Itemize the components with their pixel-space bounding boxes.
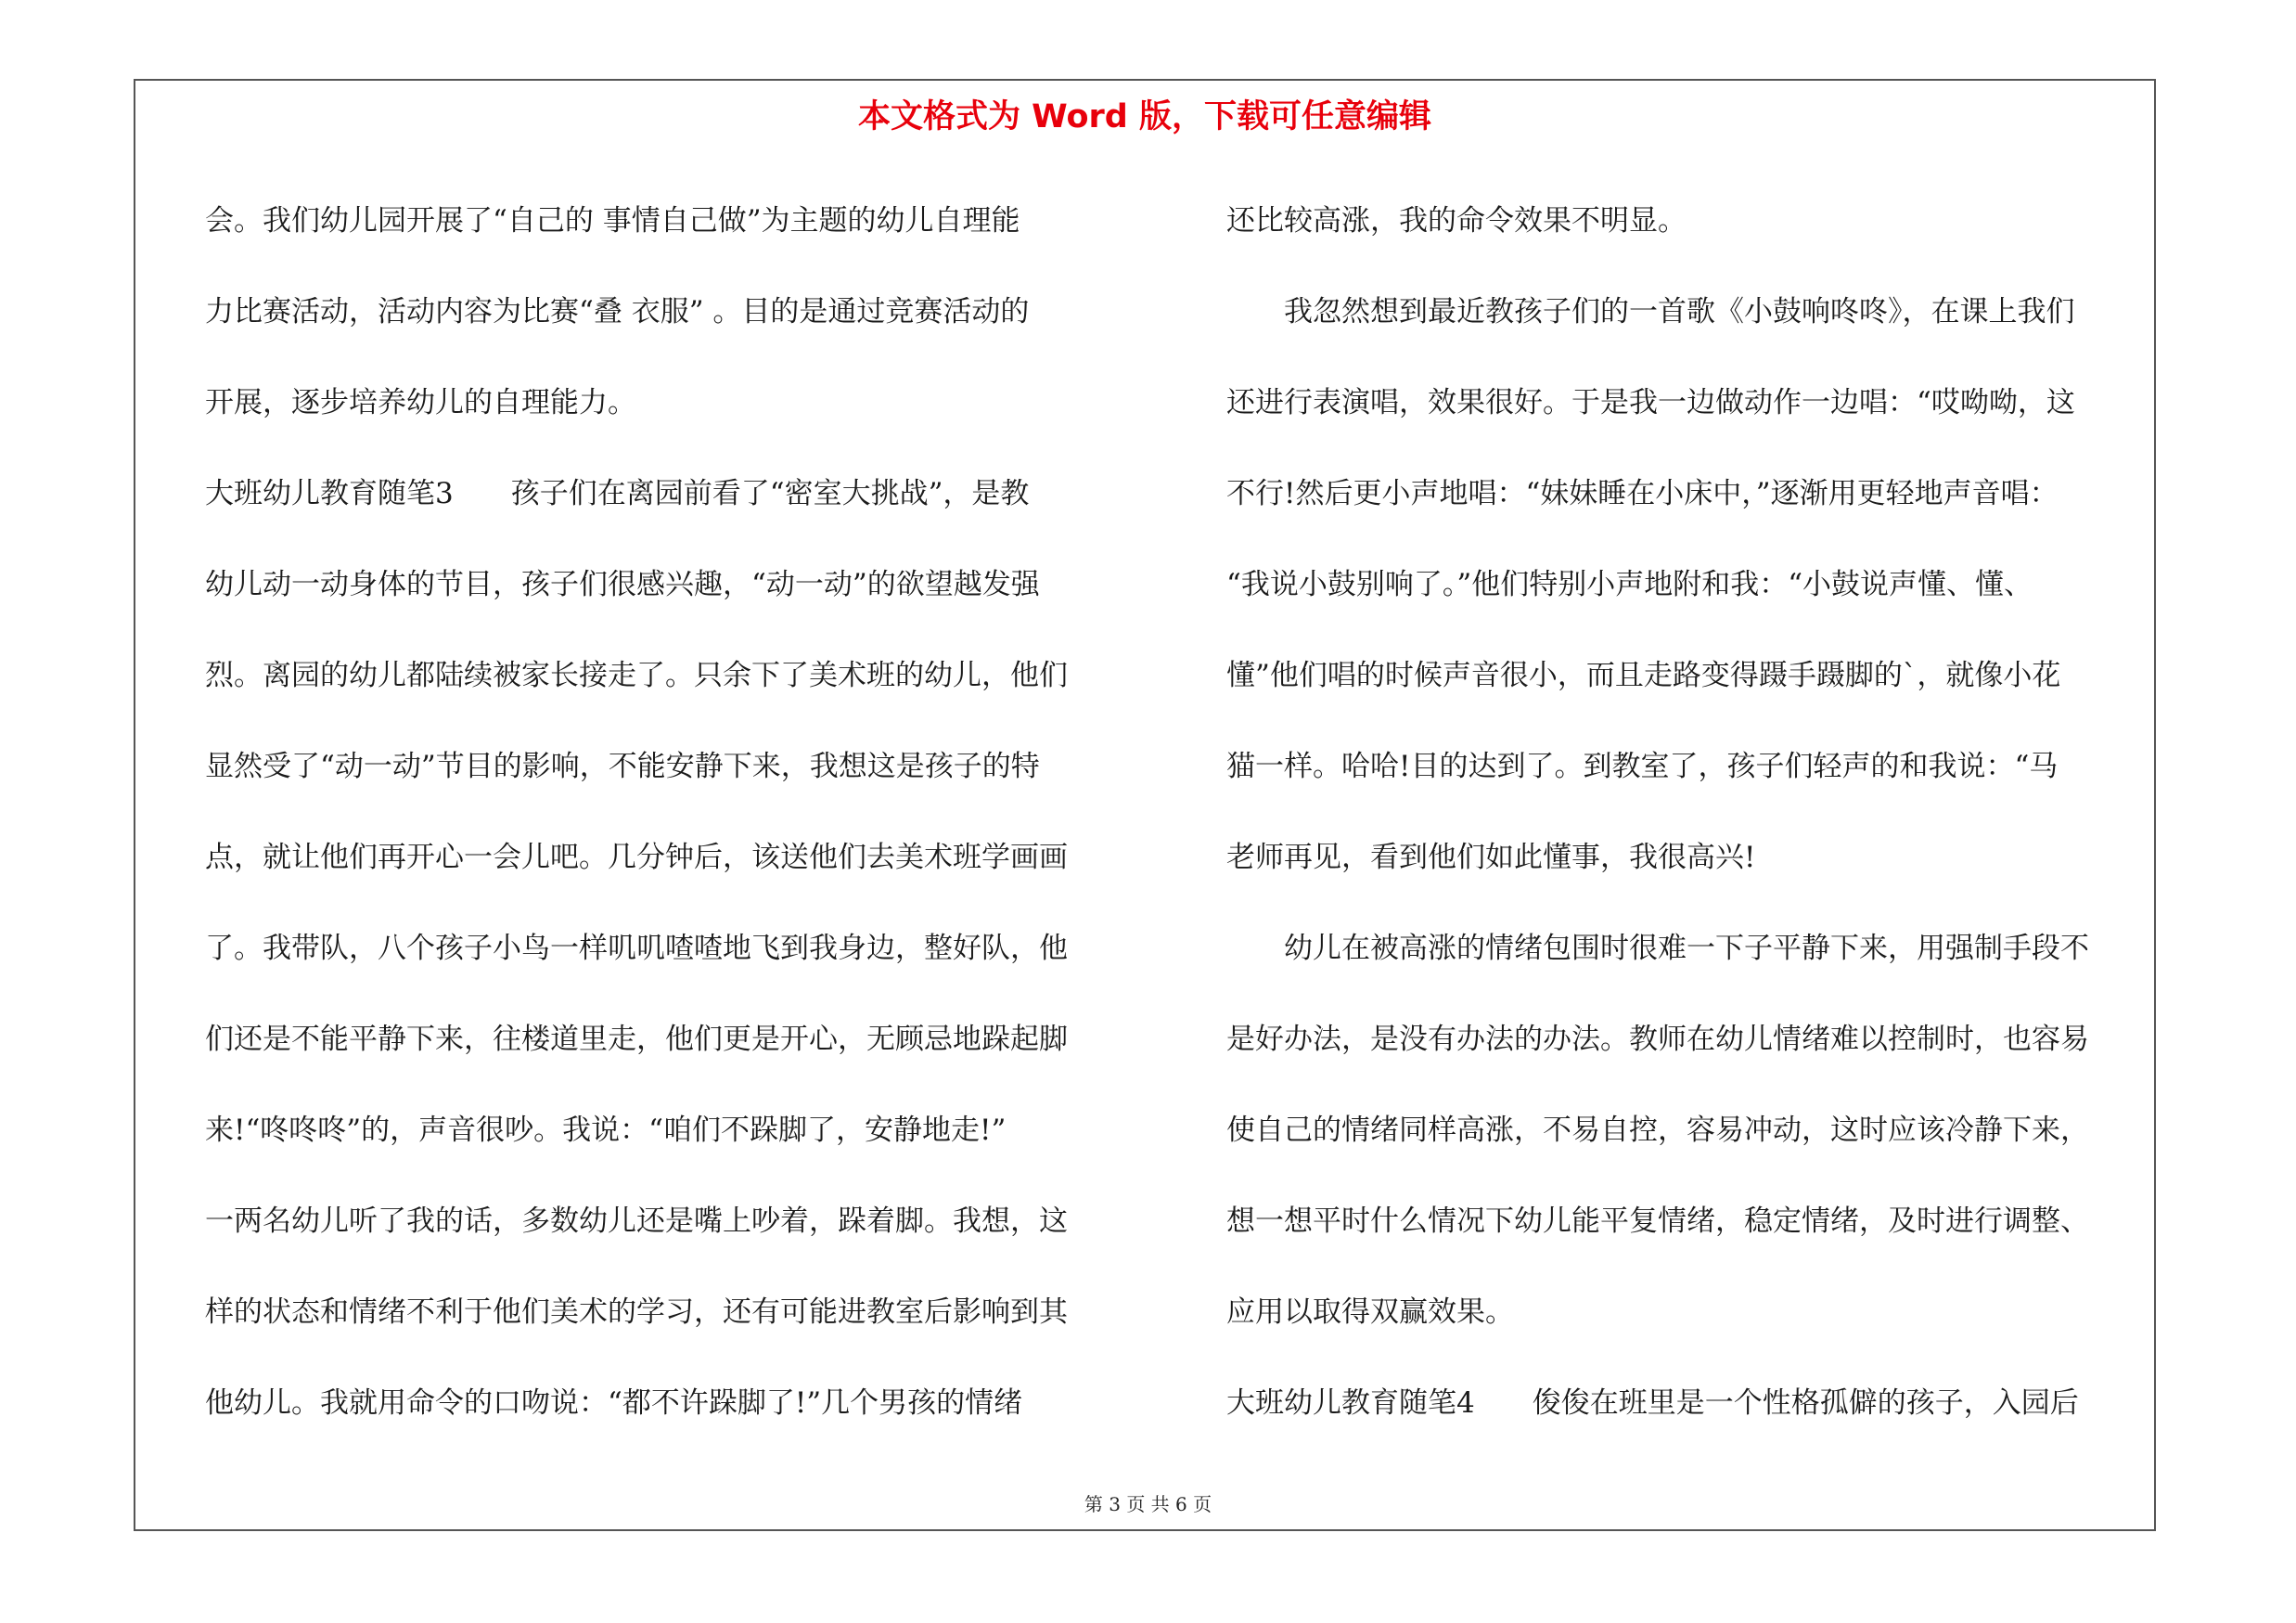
text-line <box>205 1000 1133 1091</box>
text-line <box>205 182 1133 273</box>
text-line <box>1226 1364 2163 1455</box>
text-line-content: 显然受了“动一动”节目的影响，不能安静下来，我想这是孩子的特 <box>205 750 1040 783</box>
text-line <box>1226 1273 2163 1364</box>
text-line-content: 不行!然后更小声地唱：“妹妹睡在小床中，”逐渐用更轻地声音唱： <box>1226 477 2059 510</box>
text-line <box>205 818 1133 909</box>
text-line <box>1226 546 2163 637</box>
text-line-content: 幼儿在被高涨的情绪包围时很难一下子平静下来，用强制手段不 <box>1226 932 2089 965</box>
text-line-content: 烈。离园的幼儿都陆续被家长接走了。只余下了美术班的幼儿，他们 <box>205 659 1068 692</box>
text-line-content: 大班幼儿教育随笔3 孩子们在离园前看了“密室大挑战”，是教 <box>205 477 1030 510</box>
text-line-content: 还比较高涨，我的命令效果不明显。 <box>1226 204 1687 238</box>
text-line <box>205 1091 1133 1182</box>
text-line <box>1226 455 2163 546</box>
text-line-content: 开展，逐步培养幼儿的自理能力。 <box>205 386 636 419</box>
text-line <box>205 455 1133 546</box>
text-line-content: 了。我带队，八个孩子小鸟一样叽叽喳喳地飞到我身边，整好队，他 <box>205 932 1068 965</box>
text-line <box>205 1273 1133 1364</box>
text-line-content: 他幼儿。我就用命令的口吻说：“都不许跺脚了!”几个男孩的情绪 <box>205 1386 1023 1420</box>
text-line <box>205 1182 1133 1273</box>
text-line-content: 是好办法，是没有办法的办法。教师在幼儿情绪难以控制时，也容易 <box>1226 1023 2089 1056</box>
text-line <box>1226 273 2163 364</box>
text-line <box>1226 909 2163 1000</box>
text-line <box>205 273 1133 364</box>
text-line <box>205 728 1133 818</box>
text-line <box>205 546 1133 637</box>
page-indicator: 第 3 页 共 6 页 <box>1084 1493 1212 1515</box>
text-line <box>205 1364 1133 1455</box>
text-line-content: 大班幼儿教育随笔4 俊俊在班里是一个性格孤僻的孩子，入园后 <box>1226 1386 2079 1420</box>
right-column <box>1226 182 2163 1455</box>
text-line-content: 会。我们幼儿园开展了“自己的 事情自己做”为主题的幼儿自理能 <box>205 204 1020 238</box>
text-line-content: 使自己的情绪同样高涨，不易自控，容易冲动，这时应该冷静下来， <box>1226 1114 2089 1147</box>
text-line <box>1226 182 2163 273</box>
text-line-content: 点，就让他们再开心一会儿吧。几分钟后，该送他们去美术班学画画 <box>205 841 1068 874</box>
text-line-content: 懂”他们唱的时候声音很小，而且走路变得蹑手蹑脚的`，就像小花 <box>1226 659 2061 692</box>
text-line-content: 一两名幼儿听了我的话，多数幼儿还是嘴上吵着，跺着脚。我想，这 <box>205 1204 1068 1238</box>
text-line-content: 应用以取得双赢效果。 <box>1226 1295 1514 1329</box>
text-line <box>1226 637 2163 728</box>
text-line <box>1226 1091 2163 1182</box>
text-line-content: 们还是不能平静下来，往楼道里走，他们更是开心，无顾忌地跺起脚 <box>205 1023 1068 1056</box>
text-line <box>1226 728 2163 818</box>
text-line-content: 样的状态和情绪不利于他们美术的学习，还有可能进教室后影响到其 <box>205 1295 1068 1329</box>
text-line-content: “我说小鼓别响了。”他们特别小声地附和我：“小鼓说声懂、懂、 <box>1226 568 2033 601</box>
text-line <box>205 637 1133 728</box>
text-line-content: 还进行表演唱，效果很好。于是我一边做动作一边唱：“哎呦呦，这 <box>1226 386 2075 419</box>
text-line-content: 力比赛活动，活动内容为比赛“叠 衣服” 。目的是通过竞赛活动的 <box>205 295 1030 328</box>
text-line-content: 老师再见，看到他们如此懂事，我很高兴! <box>1226 841 1756 874</box>
text-line-content: 幼儿动一动身体的节目，孩子们很感兴趣，“动一动”的欲望越发强 <box>205 568 1040 601</box>
text-line-content: 猫一样。哈哈!目的达到了。到教室了，孩子们轻声的和我说：“马 <box>1226 750 2059 783</box>
text-line <box>205 364 1133 455</box>
text-line-content: 来!“咚咚咚”的，声音很吵。我说：“咱们不跺脚了，安静地走!” <box>205 1114 1007 1147</box>
text-line-content: 想一想平时什么情况下幼儿能平复情绪，稳定情绪，及时进行调整、 <box>1226 1204 2089 1238</box>
header-banner: 本文格式为 Word 版，下载可任意编辑 <box>857 98 1432 135</box>
text-line-content: 我忽然想到最近教孩子们的一首歌《小鼓响咚咚》，在课上我们 <box>1226 295 2075 328</box>
text-line <box>1226 818 2163 909</box>
text-line <box>205 909 1133 1000</box>
text-line <box>1226 1182 2163 1273</box>
left-column <box>205 182 1133 1455</box>
text-line <box>1226 364 2163 455</box>
text-line <box>1226 1000 2163 1091</box>
